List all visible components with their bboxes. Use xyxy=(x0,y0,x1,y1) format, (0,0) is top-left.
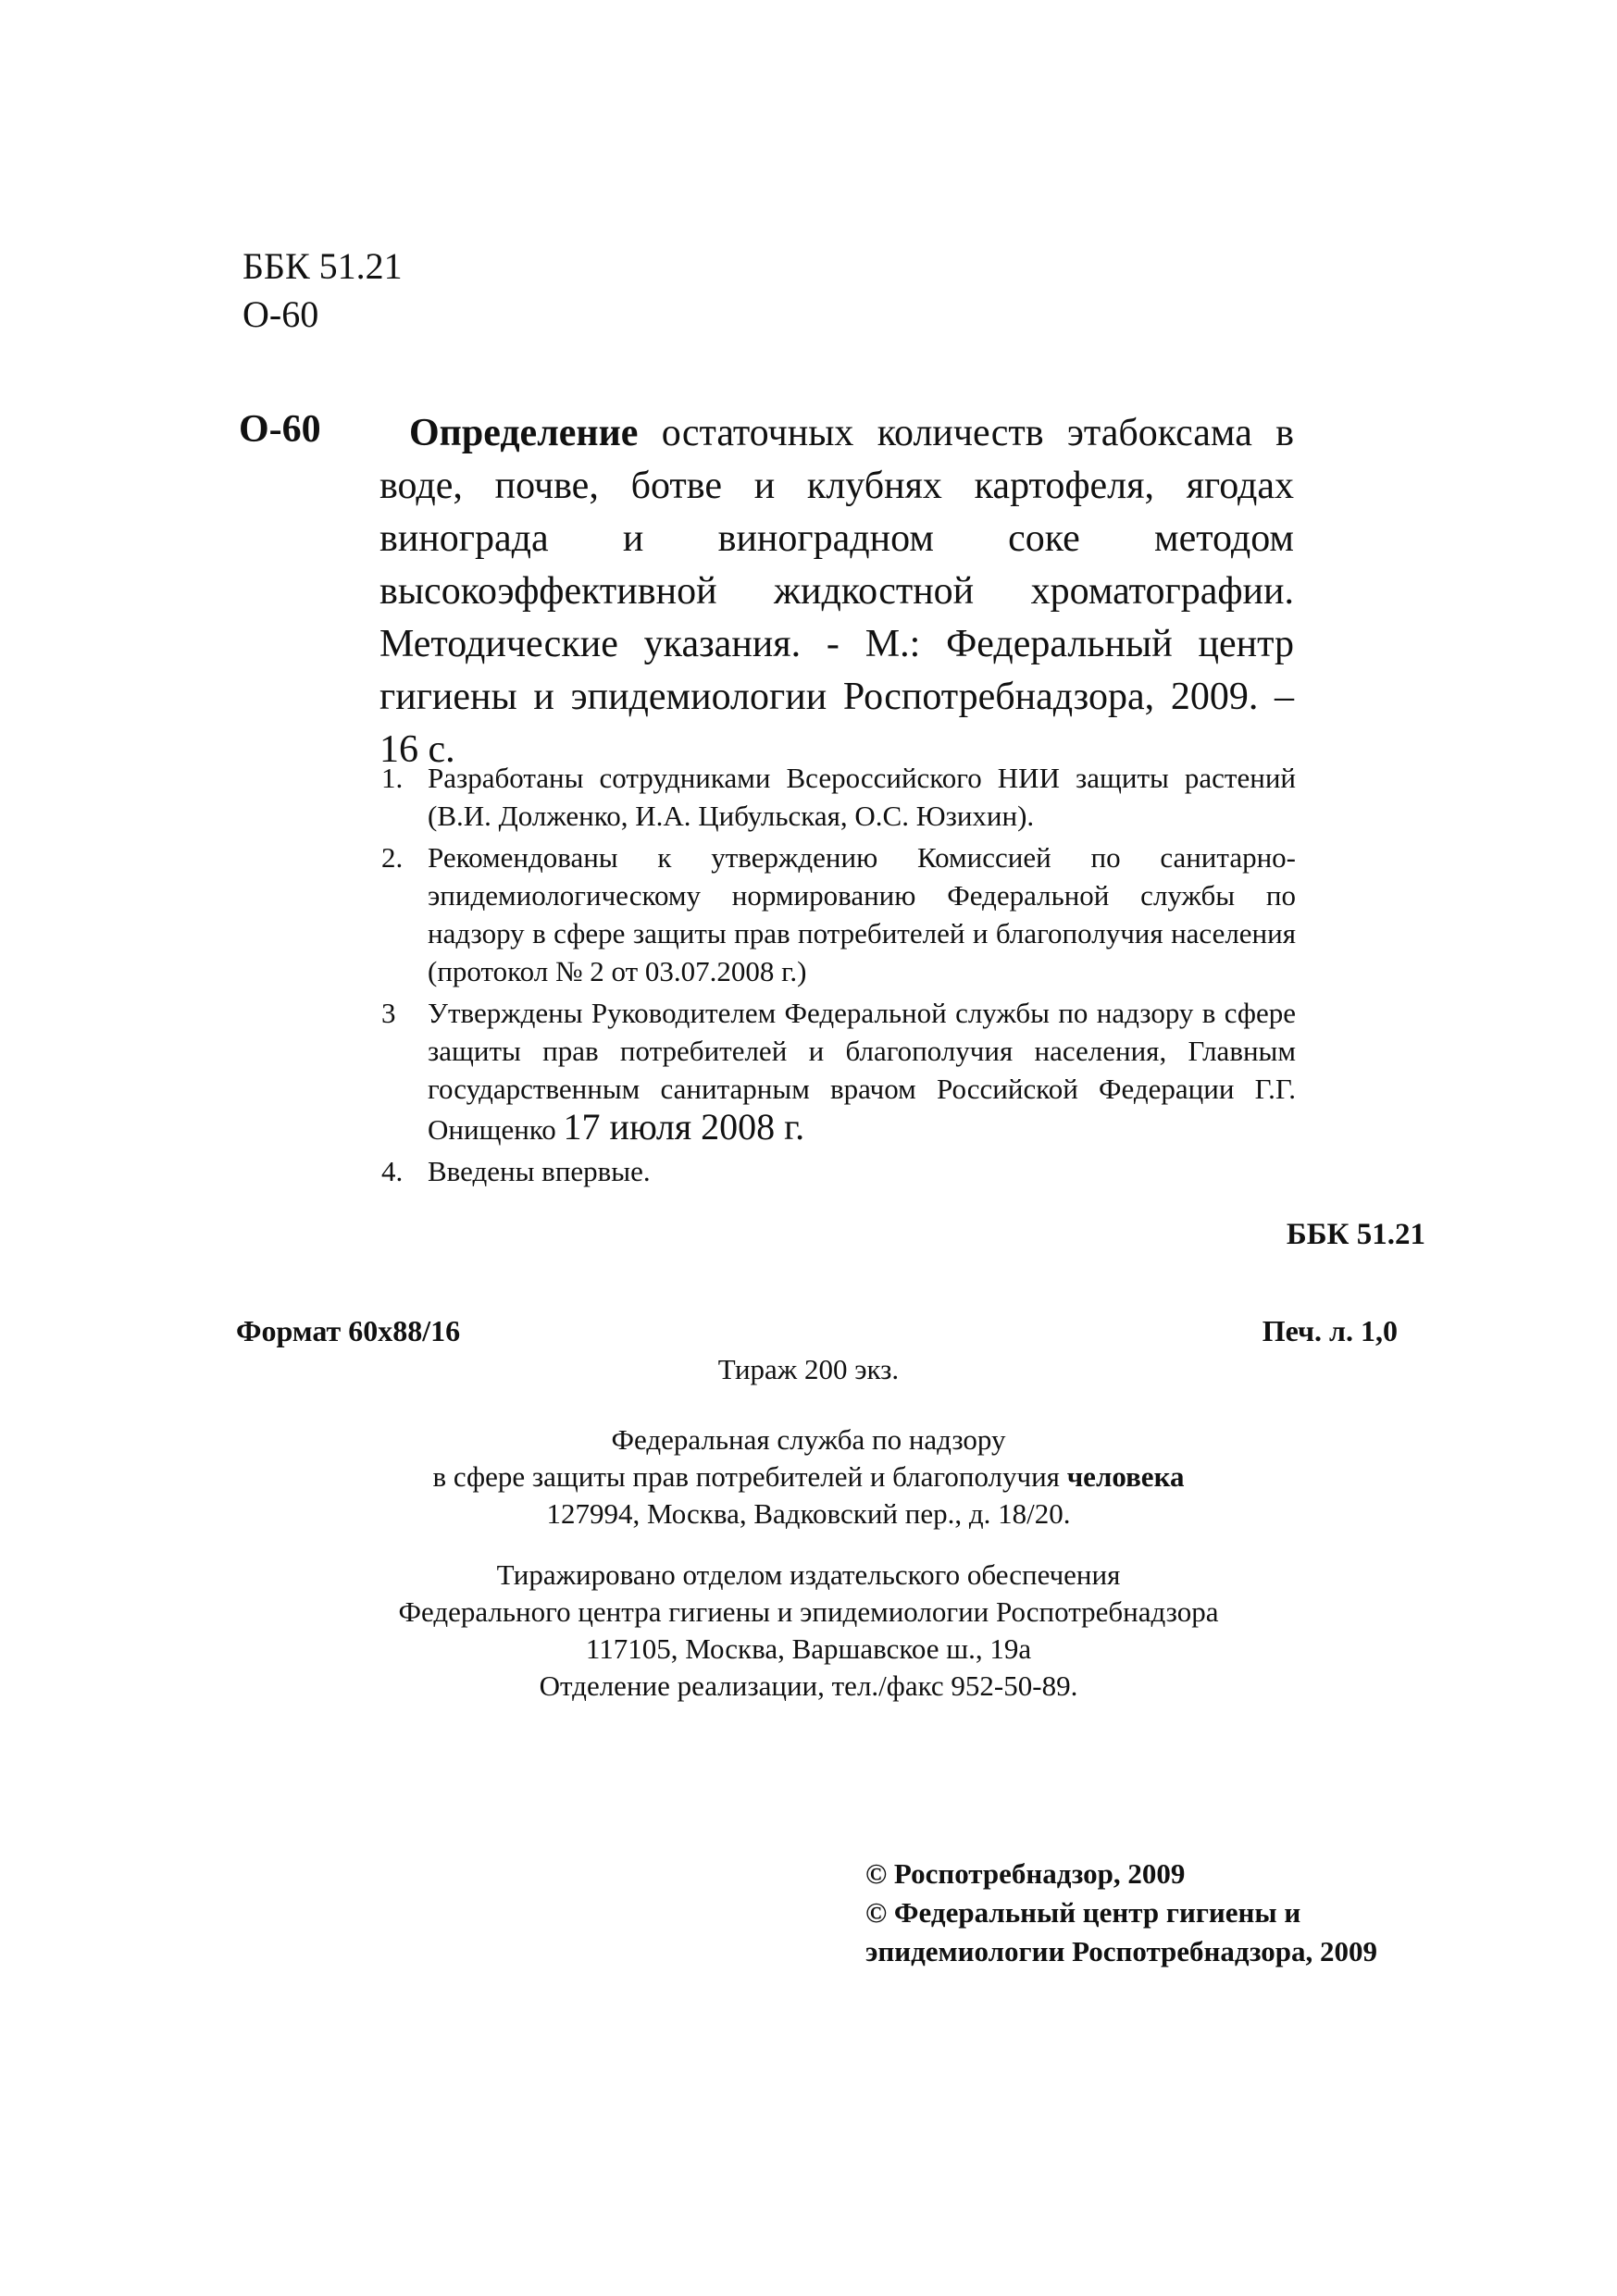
publisher-block xyxy=(0,1421,1617,1533)
copyright-line-3: эпидемиологии Роспотребнадзора, 2009 xyxy=(865,1935,1377,1967)
printer-block xyxy=(0,1557,1617,1705)
info-item-text: Разработаны сотрудниками Всероссийского НИИ защиты растений (В.И. Долженко, И.А. Цибульская, О.С. Юзихин). xyxy=(428,762,1296,832)
info-item-2 xyxy=(379,838,1296,990)
info-item-text: Утверждены Руководителем Федеральной службы по надзору в сфере защиты прав потребителей и благополучия населения, Главным государственным санитарным врачом Российской Федерации Г.Г. Онищенко xyxy=(428,997,1296,1146)
info-list xyxy=(379,759,1296,1194)
catalog-code: О-60 xyxy=(239,408,321,451)
abstract-title: Определение xyxy=(409,412,639,454)
info-item-number: 1. xyxy=(381,762,404,794)
info-item-text: Рекомендованы к утверждению Комиссией по санитарно-эпидемиологическому нормированию Федеральной службы по надзору в сфере защиты прав потребителей и благополучия населения (протокол № 2 от 03.07.2008 г.) xyxy=(428,841,1296,987)
abstract-pages: – 16 с. xyxy=(379,676,1294,771)
print-run xyxy=(0,1351,1617,1388)
print-run-text: Тираж 200 экз. xyxy=(717,1353,900,1385)
publisher-line-1: Федеральная служба по надзору xyxy=(611,1423,1006,1456)
copyright-block xyxy=(865,1855,1377,1971)
printer-line-2: Федерального центра гигиены и эпидемиологии Роспотребнадзора xyxy=(398,1595,1219,1628)
info-item-number: 3 xyxy=(381,997,396,1029)
info-item-number: 2. xyxy=(381,841,404,874)
publisher-line-2-a: в сфере защиты прав потребителей и благополучия xyxy=(432,1460,1067,1493)
info-item-number: 4. xyxy=(381,1155,404,1187)
printer-contact: Отделение реализации, тел./факс 952-50-89. xyxy=(539,1669,1078,1702)
info-item-1 xyxy=(379,759,1296,835)
info-item-4 xyxy=(379,1152,1296,1190)
abstract-description: остаточных количеств этабоксама в воде, почве, ботве и клубнях картофеля, ягодах винограда и виноградном соке методом высокоэффективной жидкостной хроматографии. Методические указания. - М.: Федеральный центр гигиены и эпидемиологии Роспотребнадзора, 2009. xyxy=(379,412,1294,718)
info-item-3 xyxy=(379,994,1296,1148)
author-sign: О-60 xyxy=(243,293,319,335)
printer-address: 117105, Москва, Варшавское ш., 19а xyxy=(585,1632,1032,1665)
printed-sheets-label: Печ. л. 1,0 xyxy=(1262,1314,1398,1347)
publisher-line-2 xyxy=(0,1458,1617,1496)
publisher-address: 127994, Москва, Вадковский пер., д. 18/20. xyxy=(546,1497,1071,1530)
copyright-line-1: © Роспотребнадзор, 2009 xyxy=(865,1857,1186,1890)
info-item-text: Введены впервые. xyxy=(428,1155,651,1187)
bibliographic-abstract xyxy=(379,407,1294,776)
publisher-line-2-b: человека xyxy=(1066,1460,1185,1493)
printer-line-1: Тиражировано отделом издательского обеспечения xyxy=(496,1558,1121,1591)
bbk-header xyxy=(243,242,403,339)
bbk-index: ББК 51.21 xyxy=(243,245,403,287)
bbk-index-right: ББК 51.21 xyxy=(1286,1218,1425,1251)
copyright-line-2: © Федеральный центр гигиены и xyxy=(865,1896,1301,1929)
format-label: Формат 60х88/16 xyxy=(236,1314,461,1347)
approval-date: 17 июля 2008 г. xyxy=(563,1106,805,1148)
